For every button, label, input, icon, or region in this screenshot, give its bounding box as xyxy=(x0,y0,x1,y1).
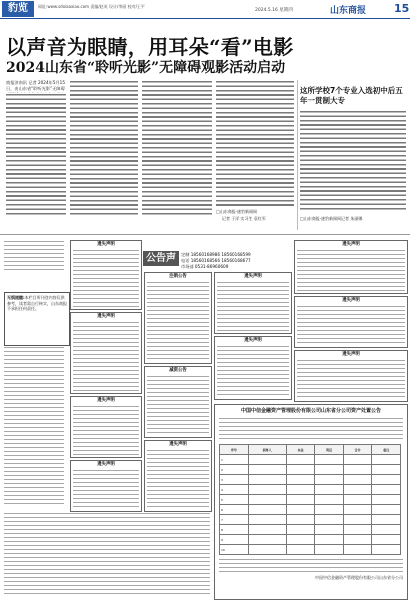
table-cell xyxy=(315,545,344,555)
notice-box xyxy=(294,240,408,294)
table-row xyxy=(220,545,401,555)
table-cell xyxy=(343,525,372,535)
notice-box xyxy=(294,296,408,348)
table-cell xyxy=(343,535,372,545)
article-column-4 xyxy=(216,80,294,208)
asset-disposal-notice xyxy=(214,404,408,600)
table-cell: 2 xyxy=(220,465,249,475)
table-cell xyxy=(372,525,401,535)
table-cell xyxy=(315,495,344,505)
notice-text-block xyxy=(4,240,64,270)
section-logo: 豹览 xyxy=(2,1,34,17)
table-cell xyxy=(286,495,315,505)
table-header-cell: 合计 xyxy=(343,445,372,455)
table-header-row xyxy=(220,445,401,455)
table-cell xyxy=(286,455,315,465)
table-cell xyxy=(248,455,286,465)
table-cell xyxy=(286,475,315,485)
article-byline-source: □山东商报·速豹新闻网 xyxy=(216,209,258,214)
table-cell xyxy=(372,535,401,545)
table-cell: 9 xyxy=(220,535,249,545)
table-cell xyxy=(248,525,286,535)
notice-title: 遗失声明 xyxy=(244,274,262,279)
table-cell xyxy=(343,495,372,505)
notice-box xyxy=(214,336,292,400)
table-cell xyxy=(286,505,315,515)
notice-title: 遗失声明 xyxy=(169,442,187,447)
table-cell xyxy=(372,455,401,465)
table-header-cell: 利息 xyxy=(315,445,344,455)
article-column-3 xyxy=(142,80,212,216)
table-cell: 10 xyxy=(220,545,249,555)
table-cell: 4 xyxy=(220,485,249,495)
header-info: 网址:www.sdxiaoxiao.com 责编/赵英 设计/李丽 校对/王平 xyxy=(38,4,145,9)
table-cell xyxy=(248,485,286,495)
table-cell xyxy=(315,515,344,525)
ad-contact-line: 定制 18560168986 18560168599 xyxy=(181,252,251,257)
table-cell xyxy=(315,465,344,475)
notice-title: 遗失声明 xyxy=(97,462,115,467)
table-cell: 1 xyxy=(220,455,249,465)
table-header-cell: 本金 xyxy=(286,445,315,455)
table-row xyxy=(220,455,401,465)
table-cell xyxy=(248,495,286,505)
article-column-2 xyxy=(70,80,138,216)
notice-title: 遗失声明 xyxy=(342,298,360,303)
table-cell xyxy=(286,485,315,495)
main-subheadline: 2024山东省“聆听光影”无障碍观影活动启动 xyxy=(6,60,286,76)
table-row xyxy=(220,535,401,545)
notice-box xyxy=(294,350,408,402)
table-row xyxy=(220,485,401,495)
table-cell xyxy=(343,475,372,485)
notice-box xyxy=(144,272,212,364)
newspaper-brand: 山东商报 xyxy=(330,6,367,16)
table-cell xyxy=(372,485,401,495)
bottom-notice-text xyxy=(4,512,210,596)
table-cell xyxy=(372,545,401,555)
main-headline: 以声音为眼睛，用耳朵“看”电影 xyxy=(6,35,294,59)
table-cell xyxy=(343,515,372,525)
table-cell xyxy=(343,465,372,475)
asset-table xyxy=(219,444,401,555)
asset-notice-footer-text xyxy=(219,558,403,572)
notice-box xyxy=(70,396,142,458)
asset-notice-intro xyxy=(219,417,403,441)
table-cell xyxy=(372,495,401,505)
table-cell xyxy=(248,475,286,485)
table-header-cell: 备注 xyxy=(372,445,401,455)
table-row xyxy=(220,505,401,515)
asset-notice-issuer: 中国中信金融资产管理股份有限公司山东省分公司 xyxy=(315,575,403,580)
table-cell xyxy=(286,535,315,545)
notice-box xyxy=(144,440,212,512)
table-cell xyxy=(315,475,344,485)
ad-contact-line: 电话 18560168566 18560168677 xyxy=(181,258,251,263)
table-cell xyxy=(248,515,286,525)
table-header-cell: 债务人 xyxy=(248,445,286,455)
table-cell xyxy=(372,475,401,485)
table-cell xyxy=(343,485,372,495)
table-cell xyxy=(286,525,315,535)
header-rule xyxy=(0,18,410,19)
article-column-1 xyxy=(6,93,66,216)
notice-title: 遗失声明 xyxy=(342,352,360,357)
notice-title: 减资公告 xyxy=(169,368,187,373)
table-cell xyxy=(248,505,286,515)
table-cell xyxy=(372,505,401,515)
ad-contact xyxy=(181,252,251,270)
side-article-byline: □山东商报·速豹新闻网记者 朱丽娜 xyxy=(300,216,363,221)
table-cell: 8 xyxy=(220,525,249,535)
table-cell xyxy=(248,535,286,545)
table-cell xyxy=(372,515,401,525)
table-cell xyxy=(315,455,344,465)
table-row xyxy=(220,515,401,525)
table-header-cell: 序号 xyxy=(220,445,249,455)
table-cell xyxy=(286,465,315,475)
table-cell: 3 xyxy=(220,475,249,485)
notice-box xyxy=(70,312,142,394)
table-row xyxy=(220,465,401,475)
notice-title: 遗失声明 xyxy=(97,314,115,319)
page-number: 15 xyxy=(394,2,410,15)
article-byline-authors: 记者 于洋 实习生 袁红军 xyxy=(222,216,266,221)
side-article-body xyxy=(300,110,406,210)
table-row xyxy=(220,495,401,505)
notice-title: 遗失声明 xyxy=(97,242,115,247)
table-cell: 6 xyxy=(220,505,249,515)
notice-title: 遗失声明 xyxy=(342,242,360,247)
header-date: 2024.5.16 星期四 xyxy=(255,8,293,13)
table-cell xyxy=(286,515,315,525)
table-cell xyxy=(248,545,286,555)
table-cell xyxy=(372,465,401,475)
table-cell xyxy=(343,505,372,515)
section-rule xyxy=(0,234,410,235)
table-cell xyxy=(315,535,344,545)
table-cell xyxy=(315,485,344,495)
table-cell xyxy=(315,505,344,515)
table-row xyxy=(220,525,401,535)
notice-title: 遗失声明 xyxy=(97,398,115,403)
table-cell: 7 xyxy=(220,515,249,525)
notice-title: 注销公告 xyxy=(169,274,187,279)
asset-notice-title: 中国中信金融资产管理股份有限公司山东省分公司资产处置公告 xyxy=(240,408,381,414)
side-article-headline: 这所学校7个专业入选初中后五年一贯制大专 xyxy=(300,86,403,105)
notice-box xyxy=(144,366,212,438)
notice-box xyxy=(214,272,292,334)
article-lead: 商报济南讯 记者 2024年5月15日，由山东省“聆听光影”无障碍 xyxy=(6,80,65,91)
announcement-label: 公告声明 xyxy=(143,251,179,266)
disclaimer-box xyxy=(4,292,70,346)
table-row xyxy=(220,475,401,485)
column-divider xyxy=(297,80,298,230)
disclaimer-text: 本栏目所刊登内容仅供参考，读者需自行核实，山东商报不承担任何责任。 xyxy=(7,295,67,312)
notice-text-block xyxy=(4,346,64,506)
table-cell xyxy=(248,465,286,475)
notice-box xyxy=(70,460,142,512)
table-cell xyxy=(343,545,372,555)
table-cell: 5 xyxy=(220,495,249,505)
table-cell xyxy=(315,525,344,535)
notice-title: 遗失声明 xyxy=(244,338,262,343)
table-cell xyxy=(343,455,372,465)
ad-contact-line: 市场部 0531-86960609 xyxy=(181,264,229,269)
table-cell xyxy=(286,545,315,555)
disclaimer-label: 无惧提醒: xyxy=(7,295,25,300)
notice-box xyxy=(70,240,142,310)
